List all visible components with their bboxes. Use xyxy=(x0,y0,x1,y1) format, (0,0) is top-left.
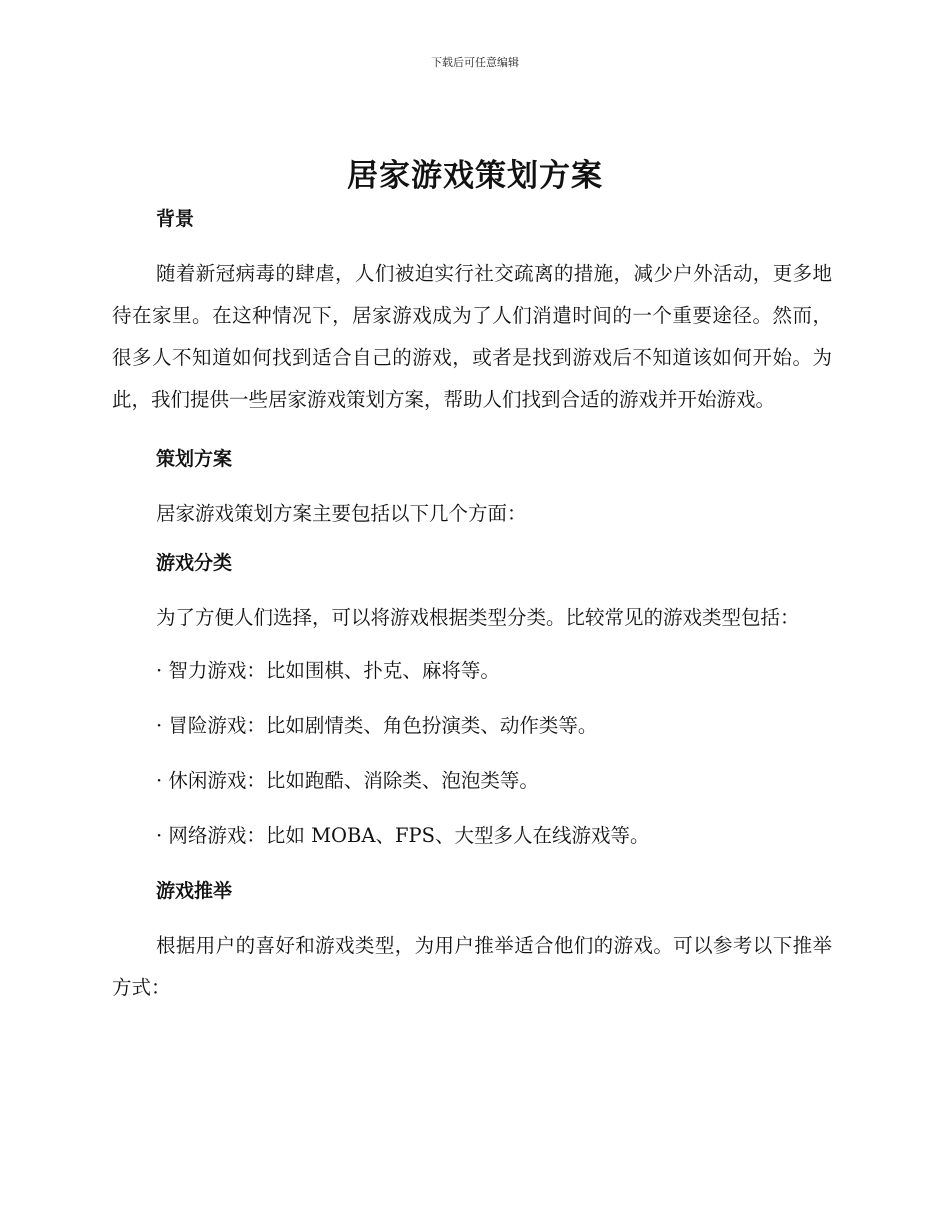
list-item: · 网络游戏：比如 MOBA、FPS、大型多人在线游戏等。 xyxy=(156,824,650,847)
category-list xyxy=(112,655,832,852)
section-heading-background: 背景 xyxy=(156,208,195,230)
list-item: · 智力游戏：比如围棋、扑克、麻将等。 xyxy=(156,659,500,682)
section-heading-category: 游戏分类 xyxy=(156,552,233,574)
list-item: · 冒险游戏：比如剧情类、角色扮演类、动作类等。 xyxy=(156,714,598,737)
document-body xyxy=(112,203,832,1009)
recommend-paragraph: 根据用户的喜好和游戏类型，为用户推举适合他们的游戏。可以参考以下推举方式： xyxy=(112,934,832,999)
document-title: 居家游戏策划方案 xyxy=(347,158,603,194)
plan-paragraph: 居家游戏策划方案主要包括以下几个方面： xyxy=(156,502,527,525)
section-heading-plan: 策划方案 xyxy=(156,448,233,470)
list-item: · 休闲游戏：比如跑酷、消除类、泡泡类等。 xyxy=(156,769,539,792)
category-paragraph: 为了方便人们选择，可以将游戏根据类型分类。比较常见的游戏类型包括： xyxy=(156,606,800,629)
background-paragraph: 随着新冠病毒的肆虐，人们被迫实行社交疏离的措施，减少户外活动，更多地待在家里。在这种情况下，居家游戏成为了人们消遣时间的一个重要途径。然而，很多人不知道如何找到适合自己的游戏，或者是找到游戏后不知道该如何开始。为此，我们提供一些居家游戏策划方案，帮助人们找到合适的游戏并开始游戏。 xyxy=(112,262,832,411)
page-header-note: 下载后可任意编辑 xyxy=(431,56,519,69)
section-heading-recommend: 游戏推举 xyxy=(156,880,233,902)
